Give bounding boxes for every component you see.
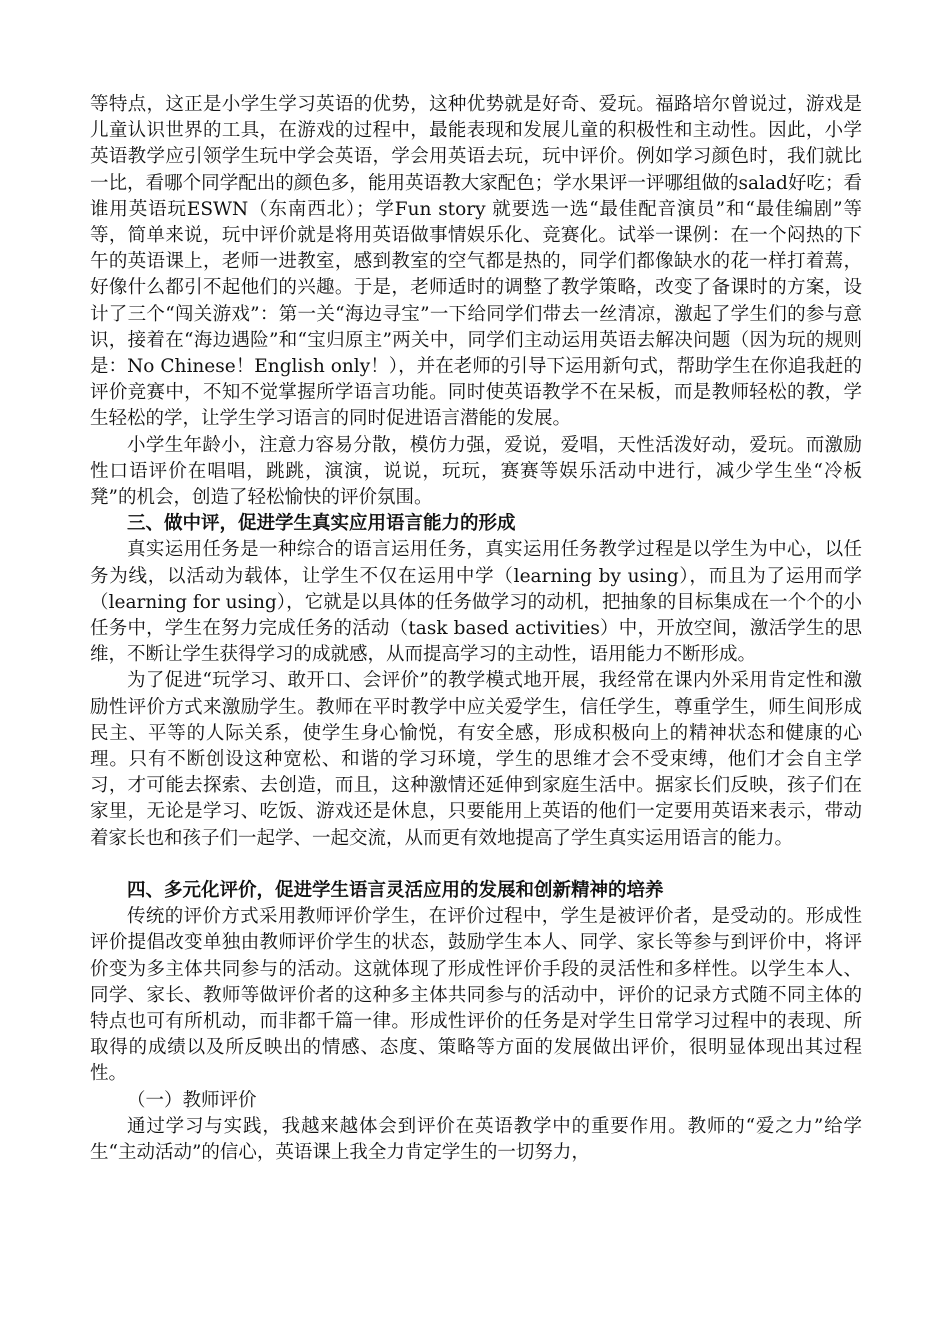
paragraph-play-evaluation: 等特点，这正是小学生学习英语的优势，这种优势就是好奇、爱玩。福路培尔曾说过，游戏是儿童认识世界的工具，在游戏的过程中，最能表现和发展儿童的积极性和主动性。因此，小学英语教学应引领学生玩中学会英语，学会用英语去玩，玩中评价。例如学习颜色时，我们就比一比，看哪个同学配出的颜色多，能用英语教大家配色；学水果评一评哪组做的salad好吃；看谁用英语玩ESWN（东南西北）；学Fun story 就要选一选“最佳配音演员”和“最佳编剧”等等，简单来说，玩中评价就是将用英语做事情娱乐化、竞赛化。试举一课例：在一个闷热的下午的英语课上，老师一进教室，感到教室的空气都是热的，同学们都像缺水的花一样打着蔫，好像什么都引不起他们的兴趣。于是，老师适时的调整了教学策略，改变了备课时的方案，设计了三个“闯关游戏”：第一关“海边寻宝”一下给同学们带去一丝清凉，激起了学生们的参与意识，接着在“海边遇险”和“宝归原主”两关中，同学们主动运用英语去解决问题（因为玩的规则是：No Chinese！English only！），并在老师的引导下运用新句式，帮助学生在你追我赶的评价竞赛中，不知不觉掌握所学语言功能。同时使英语教学不在呆板，而是教师轻松的教，学生轻松的学，让学生学习语言的同时促进语言潜能的发展。 [90, 94, 862, 430]
paragraph-teacher-evaluation: 通过学习与实践，我越来越体会到评价在英语教学中的重要作用。教师的“爱之力”给学生“主动活动”的信心，英语课上我全力肯定学生的一切努力， [90, 1115, 862, 1163]
blank-line [90, 852, 862, 878]
paragraph-task-based: 真实运用任务是一种综合的语言运用任务，真实运用任务教学过程是以学生为中心，以任务为线，以活动为载体，让学生不仅在运用中学（learning by using），而且为了运用而学（learning for using），它就是以具体的任务做学习的动机，把抽象的目标集成在一个个的小任务中，学生在努力完成任务的活动（task based activities）中，开放空间，激活学生的思维，不断让学生获得学习的成就感，从而提高学习的主动性，语用能力不断形成。 [90, 539, 862, 666]
subsection-heading-teacher: （一）教师评价 [127, 1089, 257, 1111]
document-page [90, 92, 862, 1166]
paragraph-oral-evaluation: 小学生年龄小，注意力容易分散，模仿力强，爱说，爱唱，天性活泼好动，爱玩。而激励性口语评价在唱唱，跳跳，演演，说说，玩玩，赛赛等娱乐活动中进行，减少学生坐“冷板凳”的机会，创造了轻松愉快的评价氛围。 [90, 434, 862, 509]
section-heading-4: 四、多元化评价，促进学生语言灵活应用的发展和创新精神的培养 [127, 879, 664, 901]
paragraph-encouragement: 为了促进“玩学习、敢开口、会评价”的教学模式地开展，我经常在课内外采用肯定性和激励性评价方式来激励学生。教师在平时教学中应关爱学生，信任学生，尊重学生，师生间形成民主、平等的人际关系，使学生身心愉悦，有安全感，形成积极向上的精神状态和健康的心理。只有不断创设这种宽松、和谐的学习环境，学生的思维才会不受束缚，他们才会自主学习，才可能去探索、去创造，而且，这种激情还延伸到家庭生活中。据家长们反映，孩子们在家里，无论是学习、吃饭、游戏还是休息，只要能用上英语的他们一定要用英语来表示，带动着家长也和孩子们一起学、一起交流，从而更有效地提高了学生真实运用语言的能力。 [90, 670, 862, 849]
paragraph-diverse-evaluation: 传统的评价方式采用教师评价学生，在评价过程中，学生是被评价者，是受动的。形成性评价提倡改变单独由教师评价学生的状态，鼓励学生本人、同学、家长等参与到评价中，将评价变为多主体共同参与的活动。这就体现了形成性评价手段的灵活性和多样性。以学生本人、同学、家长、教师等做评价者的这种多主体共同参与的活动中，评价的记录方式随不同主体的特点也可有所机动，而非都千篇一律。形成性评价的任务是对学生日常学习过程中的表现、所取得的成绩以及所反映出的情感、态度、策略等方面的发展做出评价，很明显体现出其过程性。 [90, 906, 862, 1085]
section-heading-3: 三、做中评，促进学生真实应用语言能力的形成 [127, 513, 516, 535]
